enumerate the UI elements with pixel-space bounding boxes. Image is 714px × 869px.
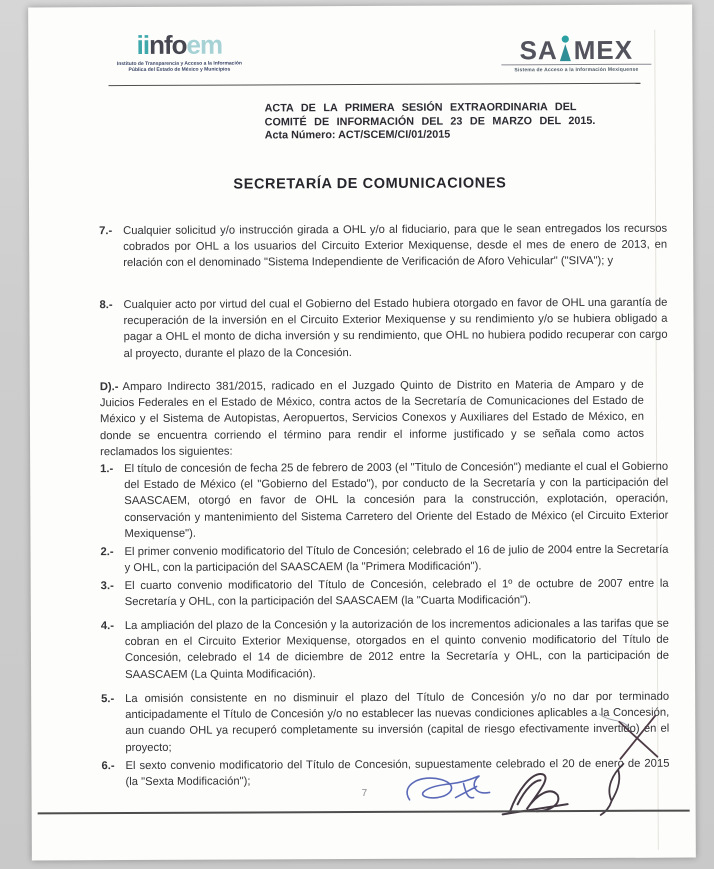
paragraph-4-label: 4.- (100, 620, 115, 633)
signature-blue (407, 776, 490, 800)
saimex-wordmark (501, 35, 651, 66)
signature-dark-2 (600, 764, 623, 815)
paragraph-8-text: Cualquier acto por virtud del cual el Gobierno del Estado hubiera otorgado en favor de OHL una garantía de recuperación de la inversión en el Circuito Exterior Mexiquense y su rendimiento y/o se hubiera obligado a pagar a OHL el monto de dicha inversión y su rendimiento, que OHL no hubiera podido recuperar con cargo al proyecto, durante el plazo de la Concesión. (123, 296, 668, 360)
paragraph-1-text: El título de concesión de fecha 25 de febrero de 2003 (el "Titulo de Concesión") mediante el cual el Gobierno del Estado de México (el "Gobierno del Estado"), por conducto de la Secretaría y con la participación del SAASCAEM, otorgó en favor de OHL la concesión para la construcción, explotación, operación, conservación y mantenimiento del Sistema Carretero del Oriente del Estado de México (el Circuito Exterior Mexiquense"). (124, 460, 669, 540)
page-number: 7 (361, 787, 368, 800)
paragraph-8 (99, 295, 667, 362)
paragraph-6-text: El sexto convenio modificatorio del Título de Concesión, supuestamente celebrado el 20 de enero de 2015 (la "Sexta Modificación"); (125, 757, 670, 789)
x-mark (619, 716, 657, 759)
paragraph-8-label: 8.- (99, 299, 113, 312)
saimex-sa: SA (519, 35, 558, 66)
infoem-em: em (186, 29, 223, 60)
signature-dark-1 (502, 774, 567, 814)
paragraph-7-label: 7.- (99, 225, 113, 238)
infoem-ii: ii (136, 29, 150, 60)
acta-header-line2: COMITÉ DE INFORMACIÓN DEL 23 DE MARZO DEL 2015. (264, 114, 596, 128)
paragraph-3 (101, 576, 669, 611)
paragraph-D (100, 377, 644, 460)
infoem-wordmark (104, 30, 254, 59)
infoem-tagline (104, 60, 254, 73)
infoem-tagline-line1: Instituto de Transparencia y Acceso a la Información (116, 60, 242, 68)
acta-header-line1: ACTA DE LA PRIMERA SESIÓN EXTRAORDINARIA DEL (264, 101, 577, 115)
paragraph-D-label: D).- (99, 381, 119, 394)
paragraph-D-text: Amparo Indirecto 381/2015, radicado en el Juzgado Quinto de Distrito en Materia de Amparo y de Juicios Federales en el Estado de México, contra actos de la Secretaría de Comunicaciones del Estado de México y el Sistema de Autopistas, Aeropuertos, Servicios Conexos y Auxiliares del Estado de México, en donde se encuentra corriendo el término para rendir el informe justificado y se señala como actos reclamados los siguientes: (99, 378, 645, 458)
paragraph-3-text: El cuarto convenio modificatorio del Título de Concesión, celebrado el 1º de octubre de 2007 entre la Secretaría y OHL, con la participación del SAASCAEM (la "Cuarta Modificación"). (124, 577, 669, 609)
header-divider (108, 83, 640, 86)
paragraph-2 (100, 542, 668, 577)
infoem-nfo: nfo (148, 29, 187, 60)
acta-header (265, 101, 645, 143)
person-icon (559, 35, 573, 62)
acta-number: Acta Número: ACT/SCEM/CI/01/2015 (264, 128, 451, 142)
paragraph-4-text: La ampliación del plazo de la Concesión y la autorización de los incrementos adicionales a las tarifas que se cobran en el Circuito Exterior Mexiquense, otorgados en el quinto convenio modificatorio del Título de Concesión, celebrado el 14 de diciembre de 2012 entre la Secretaría y OHL, con la participación de SAASCAEM (La Quinta Modificación). (124, 617, 670, 681)
document-title: SECRETARÍA DE COMUNICACIONES (233, 175, 507, 193)
paragraph-7-text: Cualquier solicitud y/o instrucción girada a OHL y/o al fiduciario, para que le sean entregados los recursos cobrados por OHL a los usuarios del Circuito Exterior Mexiquense, desde el mes de enero de 2013, en relación con el denominado "Sistema Independiente de Verificación de Aforo Vehicular" ("SIVA"); y (123, 222, 668, 270)
saimex-tagline: Sistema de Acceso a la Información Mexiquense (514, 66, 639, 73)
document-page (28, 5, 696, 861)
paragraph-1-label: 1.- (100, 463, 114, 476)
infoem-logo (104, 30, 254, 73)
paragraph-2-label: 2.- (100, 546, 114, 559)
paragraph-6-label: 6.- (101, 760, 115, 773)
paragraph-5-label: 5.- (101, 693, 115, 706)
paragraph-7 (99, 221, 667, 272)
infoem-tagline-line2: Pública del Estado de México y Municipios (128, 66, 231, 74)
saimex-logo (501, 35, 651, 73)
paragraph-2-text: El primer convenio modificatorio del Título de Concesión; celebrado el 16 de julio de 2004 entre la Secretaría y OHL, con la participación del SAASCAEM (la "Primera Modificación"). (124, 543, 669, 575)
saimex-mex: MEX (573, 34, 634, 66)
paragraph-1 (100, 459, 668, 542)
paragraph-4 (101, 616, 669, 683)
paragraph-5-text: La omisión consistente en no disminuir el plazo del Título de Concesión y/o no dar por terminado anticipadamente el Título de Concesión y/o no establecer las nuevas condiciones aplicables a la Concesión, aun cuando OHL ya recuperó completamente su inversión (capital de riesgo efectivamente invertido) en el proyecto; (125, 690, 670, 754)
paragraph-3-label: 3.- (100, 580, 114, 593)
